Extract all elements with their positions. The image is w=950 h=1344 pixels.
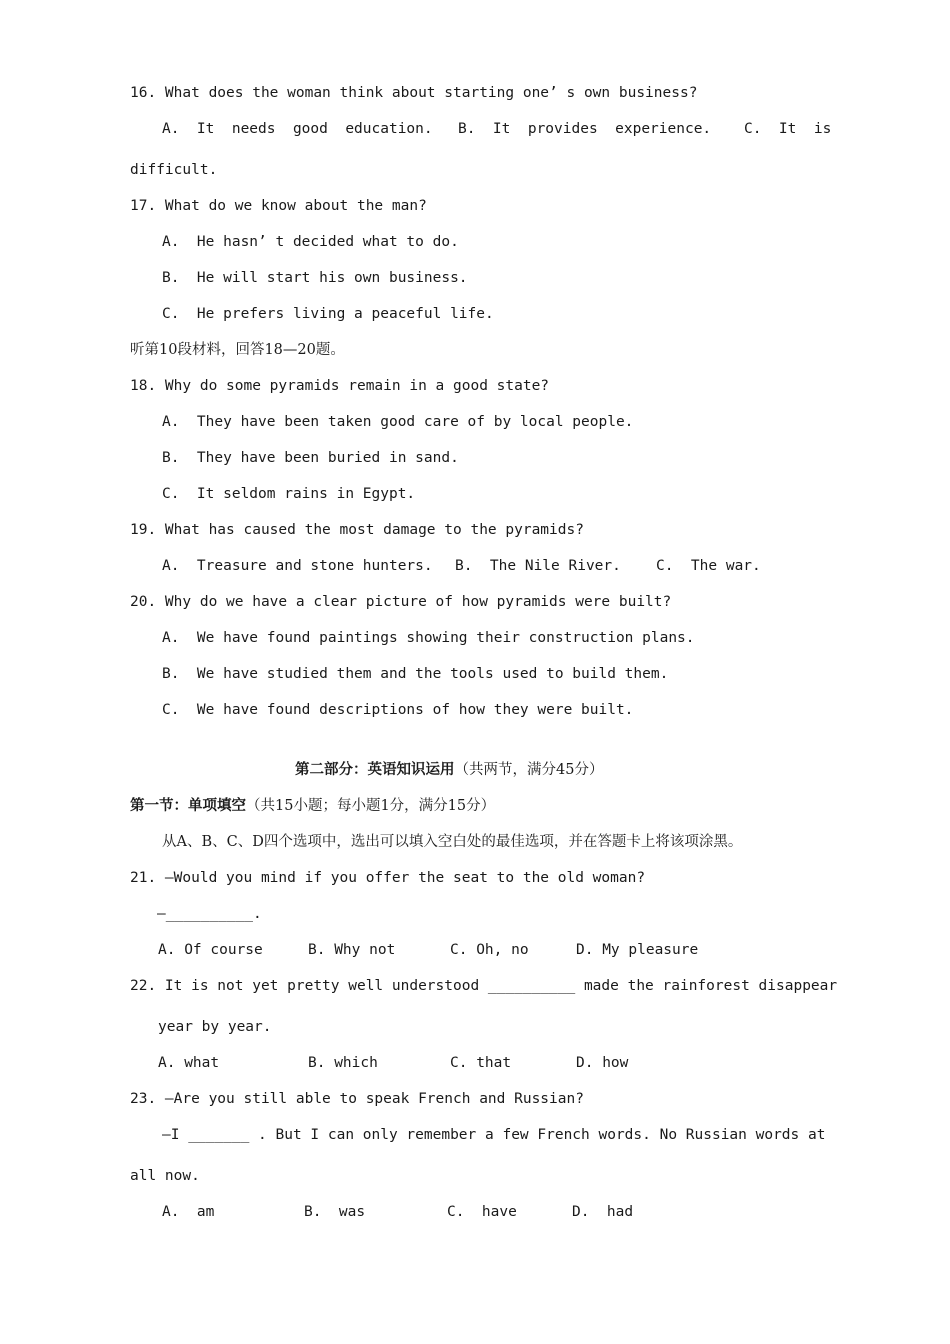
question-21-option-b: B. Why not: [308, 942, 396, 958]
section-1-instruction: 从A、B、C、D四个选项中，选出可以填入空白处的最佳选项，并在答题卡上将该项涂黑。: [162, 834, 743, 850]
question-23-continuation: all now.: [130, 1168, 200, 1184]
question-16-option-b: B. It provides experience.: [458, 121, 712, 137]
question-21-option-c: C. Oh, no: [450, 942, 529, 958]
question-20-option-c: C. We have found descriptions of how they were built.: [162, 702, 634, 718]
question-17-option-c: C. He prefers living a peaceful life.: [162, 306, 494, 322]
question-19-stem: 19. What has caused the most damage to the pyramids?: [130, 522, 584, 538]
question-18-stem: 18. Why do some pyramids remain in a good state?: [130, 378, 550, 394]
question-19-option-c: C. The war.: [656, 558, 761, 574]
question-18-option-b: B. They have been buried in sand.: [162, 450, 459, 466]
part-2-note: （共两节，满分45分）: [454, 762, 604, 778]
question-21-option-a: A. Of course: [158, 942, 263, 958]
question-21-reply: —__________.: [157, 906, 262, 922]
question-23-option-c: C. have: [447, 1204, 517, 1220]
part-2-title: 第二部分：英语知识运用: [295, 761, 455, 778]
question-23-reply: —I _______ . But I can only remember a few French words. No Russian words at: [162, 1127, 826, 1143]
question-22-stem: 22. It is not yet pretty well understood __________ made the rainforest disappear: [130, 978, 838, 994]
question-19-option-b: B. The Nile River.: [455, 558, 621, 574]
question-22-option-b: B. which: [308, 1055, 378, 1071]
question-19-option-a: A. Treasure and stone hunters.: [162, 558, 433, 574]
question-21-stem: 21. —Would you mind if you offer the seat to the old woman?: [130, 870, 646, 886]
part-2-heading: [295, 760, 603, 780]
question-20-stem: 20. Why do we have a clear picture of how pyramids were built?: [130, 594, 672, 610]
question-21-option-d: D. My pleasure: [576, 942, 699, 958]
question-23-stem: 23. —Are you still able to speak French and Russian?: [130, 1091, 584, 1107]
question-16-option-a: A. It needs good education.: [162, 121, 433, 137]
question-20-option-a: A. We have found paintings showing their construction plans.: [162, 630, 695, 646]
question-22-option-c: C. that: [450, 1055, 512, 1071]
question-18-option-c: C. It seldom rains in Egypt.: [162, 486, 416, 502]
question-18-option-a: A. They have been taken good care of by local people.: [162, 414, 634, 430]
question-17-option-b: B. He will start his own business.: [162, 270, 468, 286]
question-16-stem: 16. What does the woman think about starting one’ s own business?: [130, 85, 698, 101]
section-1-heading: [130, 796, 495, 816]
question-23-option-d: D. had: [572, 1204, 634, 1220]
question-16-option-c: C. It is: [744, 121, 832, 137]
section-1-title: 第一节：单项填空: [130, 797, 246, 814]
question-22-continuation: year by year.: [158, 1019, 272, 1035]
question-16-option-c-continuation: difficult.: [130, 162, 218, 178]
material-10-instruction: 听第10段材料，回答18—20题。: [130, 342, 345, 358]
question-17-option-a: A. He hasn’ t decided what to do.: [162, 234, 459, 250]
question-17-stem: 17. What do we know about the man?: [130, 198, 427, 214]
section-1-note: （共15小题；每小题1分，满分15分）: [246, 798, 496, 814]
question-23-option-b: B. was: [304, 1204, 366, 1220]
question-22-option-a: A. what: [158, 1055, 220, 1071]
question-22-option-d: D. how: [576, 1055, 629, 1071]
question-20-option-b: B. We have studied them and the tools used to build them.: [162, 666, 669, 682]
question-23-option-a: A. am: [162, 1204, 215, 1220]
